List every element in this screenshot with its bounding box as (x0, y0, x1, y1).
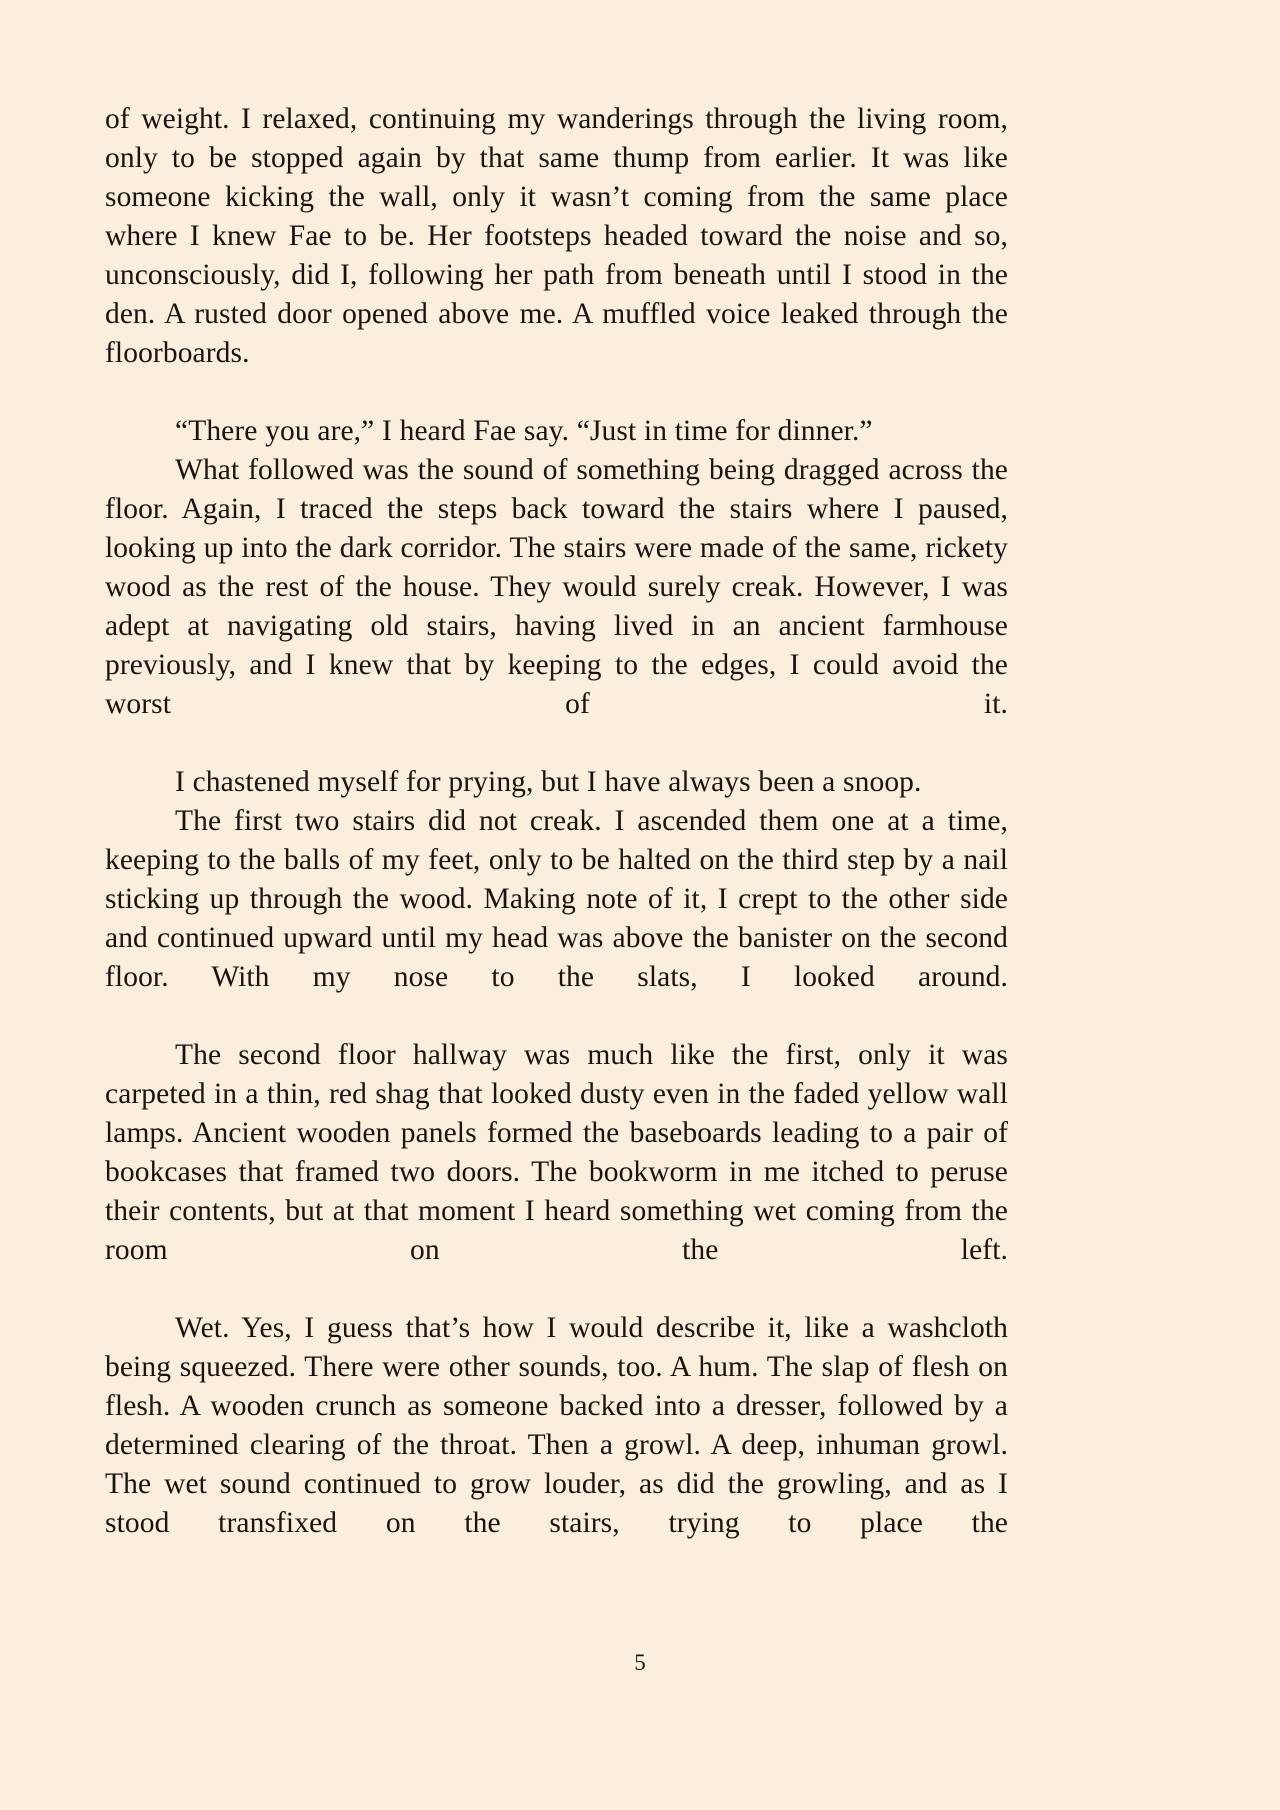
paragraph-2-dialogue: “There you are,” I heard Fae say. “Just in time for dinner.” (175, 415, 873, 447)
page-text-block (105, 100, 1008, 1582)
paragraph-7: Wet. Yes, I guess that’s how I would describe it, like a washcloth being squeezed. There were other sounds, too. A hum. The slap of flesh on flesh. A wooden crunch as someone backed into a dresser, followed by a determined clearing of the throat. Then a growl. A deep, inhuman growl. The wet sound continued to grow louder, as did the growling, and as I stood transfixed on the stairs, trying to place the (105, 1312, 1008, 1539)
page-number: 5 (634, 1650, 646, 1675)
paragraph-5: The first two stairs did not creak. I ascended them one at a time, keeping to the balls of my feet, only to be halted on the third step by a nail sticking up through the wood. Making note of it, I crept to the other side and continued upward until my head was above the banister on the second floor. With my nose to the slats, I looked around. (105, 805, 1008, 993)
paragraph-6: The second floor hallway was much like the first, only it was carpeted in a thin, red shag that looked dusty even in the faded yellow wall lamps. Ancient wooden panels formed the baseboards leading to a pair of bookcases that framed two doors. The bookworm in me itched to peruse their contents, but at that moment I heard something wet coming from the room on the left. (105, 1039, 1008, 1266)
paragraph-4: I chastened myself for prying, but I have always been a snoop. (175, 766, 922, 798)
paragraph-1: of weight. I relaxed, continuing my wanderings through the living room, only to be stopped again by that same thump from earlier. It was like someone kicking the wall, only it wasn’t coming from the same place where I knew Fae to be. Her footsteps headed toward the noise and so, unconsciously, did I, following her path from beneath until I stood in the den. A rusted door opened above me. A muffled voice leaked through the floorboards. (105, 103, 1008, 369)
paragraph-3: What followed was the sound of something being dragged across the floor. Again, I traced the steps back toward the stairs where I paused, looking up into the dark corridor. The stairs were made of the same, rickety wood as the rest of the house. They would surely creak. However, I was adept at navigating old stairs, having lived in an ancient farmhouse previously, and I knew that by keeping to the edges, I could avoid the worst of it. (105, 454, 1008, 720)
